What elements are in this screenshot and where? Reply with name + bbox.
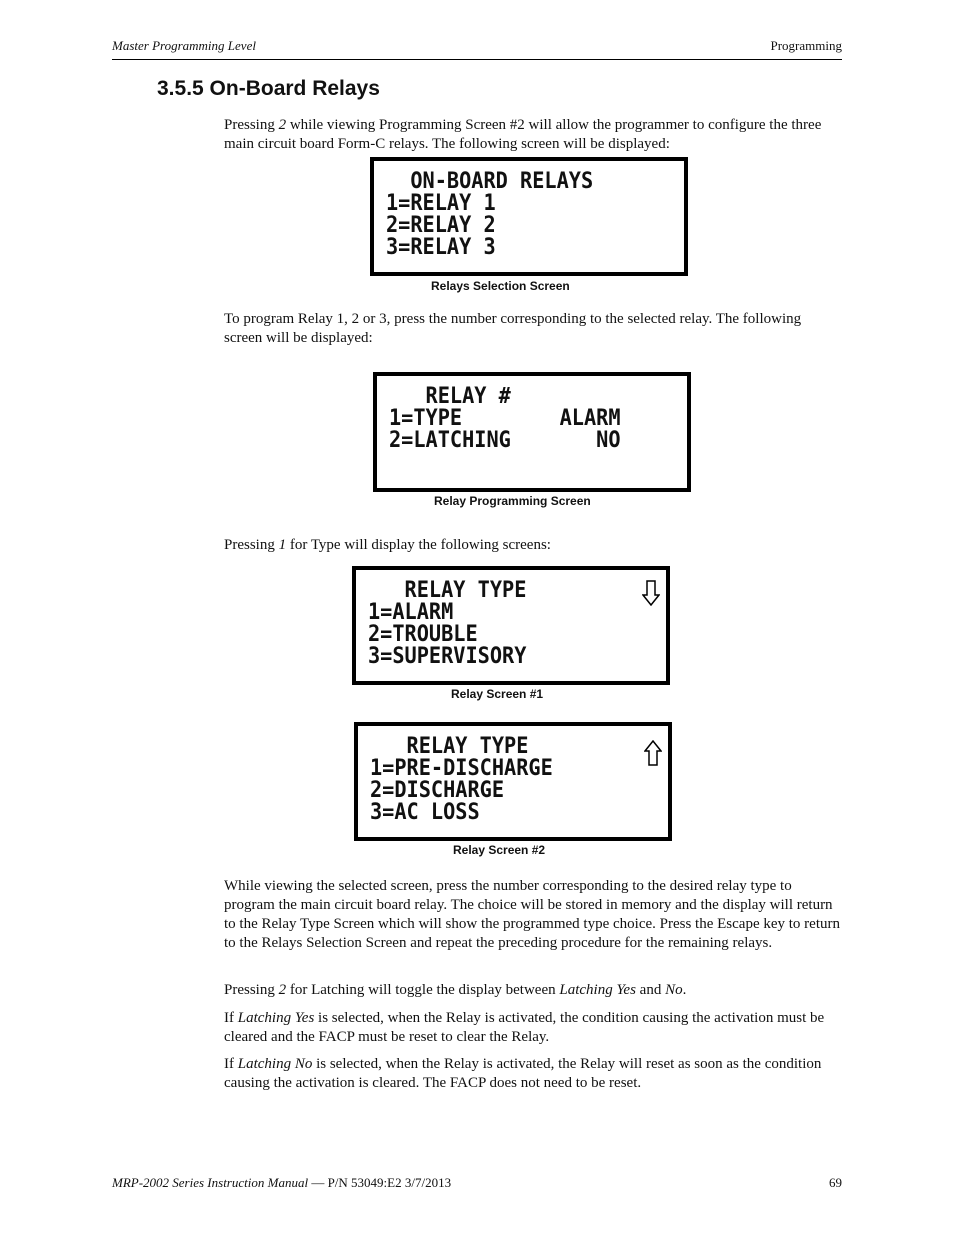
lcd-line: 1=PRE-DISCHARGE: [370, 756, 553, 781]
relay-programming-caption: Relay Programming Screen: [434, 494, 591, 508]
header-chapter: Master Programming Level: [112, 38, 256, 53]
program-relay-paragraph: To program Relay 1, 2 or 3, press the number corresponding to the selected relay. The following screen will be displayed:: [224, 311, 802, 346]
lcd-line: ON-BOARD RELAYS: [386, 169, 594, 194]
lcd-line: 1=ALARM: [368, 600, 454, 625]
lcd-line: 1=RELAY 1: [386, 191, 496, 216]
latching-yes-paragraph: If Latching Yes is selected, when the Relay is activated, the condition causing the activation must be cleared and the FACP must be reset to clear the Relay.: [224, 1010, 825, 1045]
down-arrow-icon: [642, 580, 660, 606]
relay-screen-1: [352, 566, 670, 685]
footer-manual: MRP-2002 Series Instruction Manual — P/N 53049:E2 3/7/2013: [112, 1175, 452, 1190]
latching-paragraph: Pressing 2 for Latching will toggle the display between Latching Yes and No.: [224, 982, 687, 998]
latching-no-paragraph: If Latching No is selected, when the Relay is activated, the Relay will reset as soon as the condition causing the activation is cleared. The FACP does not need to be reset.: [224, 1056, 822, 1091]
viewing-paragraph: While viewing the selected screen, press the number corresponding to the desired relay type to program the main circuit board relay. The choice will be stored in memory and the display will return to the Relay Type Screen which will show the programmed type choice. Press the Escape key to return to the Relays Selection Screen and repeat the preceding procedure for the remaining relays.: [224, 878, 840, 951]
lcd-line: 3=RELAY 3: [386, 235, 496, 260]
header-rule: [112, 59, 842, 60]
up-arrow-icon: [644, 740, 662, 766]
lcd-line: 3=AC LOSS: [370, 800, 480, 825]
section-title: 3.5.5 On-Board Relays: [157, 77, 380, 100]
lcd-line: RELAY #: [389, 384, 511, 409]
relays-selection-caption: Relays Selection Screen: [431, 279, 570, 293]
type-paragraph: Pressing 1 for Type will display the following screens:: [224, 537, 551, 553]
lcd-line: 2=LATCHING NO: [389, 428, 621, 453]
lcd-line: 2=DISCHARGE: [370, 778, 505, 803]
header-section: Programming: [770, 38, 842, 53]
relays-selection-screen: [370, 157, 688, 276]
lcd-line: 3=SUPERVISORY: [368, 644, 527, 669]
intro-paragraph: Pressing 2 while viewing Programming Screen #2 will allow the programmer to configure the three main circuit board Form-C relays. The following screen will be displayed:: [224, 117, 822, 152]
page-number: 69: [829, 1175, 842, 1190]
lcd-line: 2=TROUBLE: [368, 622, 478, 647]
relay-screen-2-caption: Relay Screen #2: [453, 843, 546, 857]
lcd-line: RELAY TYPE: [368, 578, 527, 603]
lcd-line: RELAY TYPE: [370, 734, 529, 759]
lcd-line: 1=TYPE ALARM: [389, 406, 621, 431]
relay-screen-1-caption: Relay Screen #1: [451, 687, 544, 701]
lcd-line: 2=RELAY 2: [386, 213, 496, 238]
relay-programming-screen: [373, 372, 691, 492]
relay-screen-2: [354, 722, 672, 841]
